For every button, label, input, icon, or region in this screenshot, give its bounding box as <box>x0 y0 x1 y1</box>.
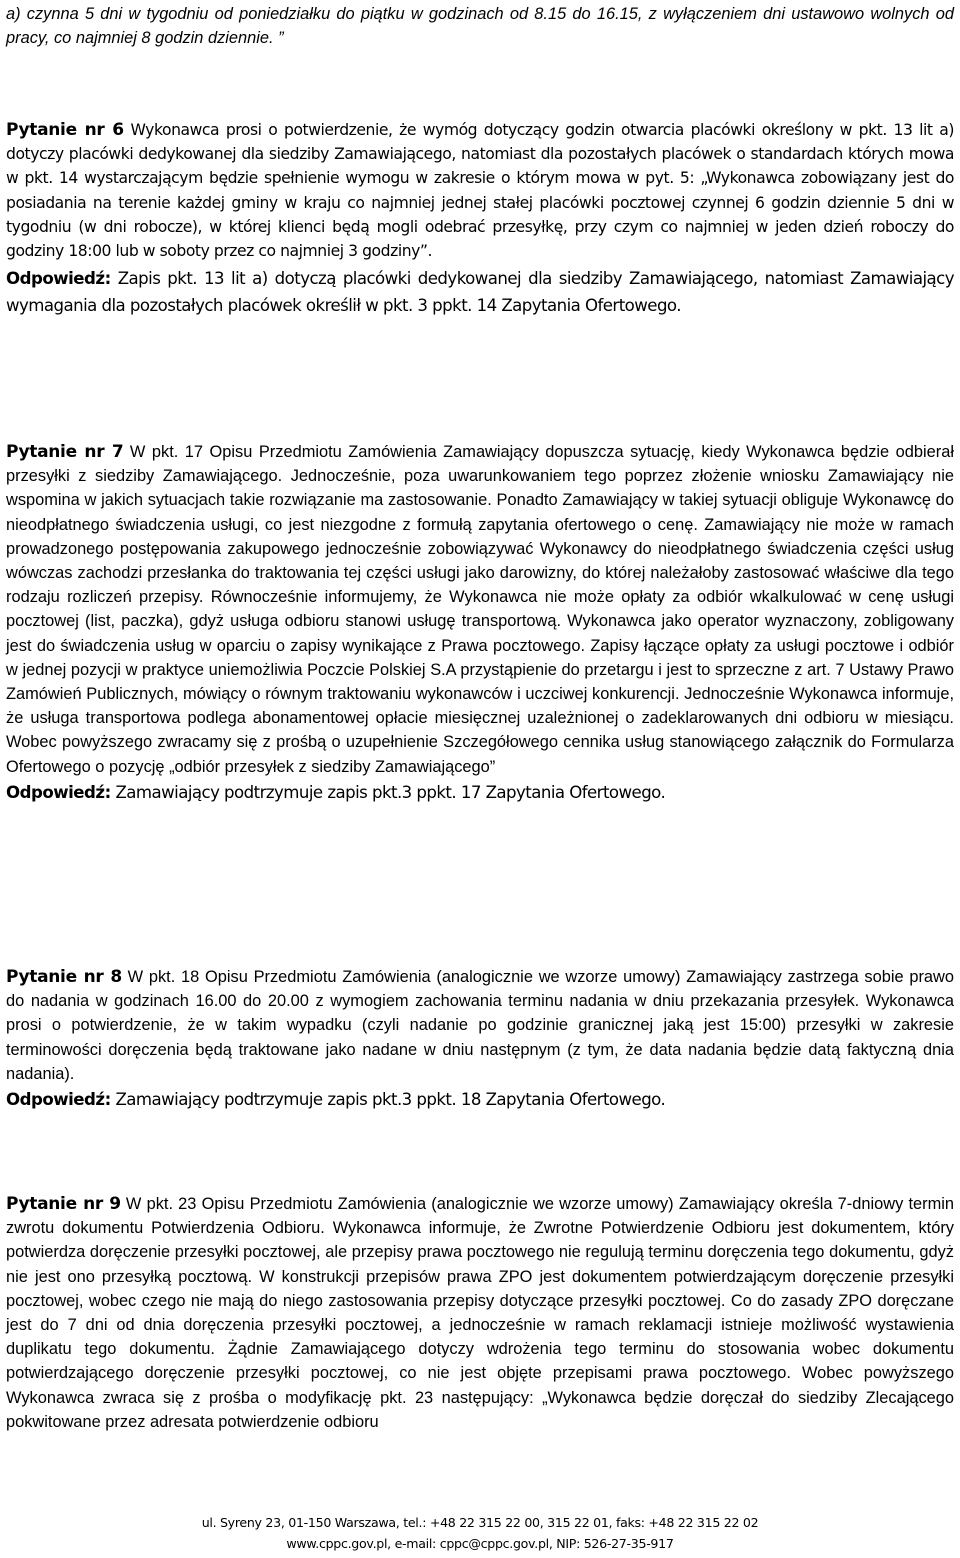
question-7 <box>6 440 954 806</box>
page-footer <box>0 1512 960 1554</box>
question-6-label: Pytanie nr 6 <box>6 120 124 140</box>
footer-contact: www.cppc.gov.pl, e-mail: cppc@cppc.gov.pl, NIP: 526-27-35-917 <box>286 1536 674 1551</box>
answer-6-label: Odpowiedź: <box>6 269 111 289</box>
intro-text: a) czynna 5 dni w tygodniu od poniedziałku do piątku w godzinach od 8.15 do 16.15, z wyłączeniem dni ustawowo wolnych od pracy, co najmniej 8 godzin dziennie. ” <box>6 5 954 48</box>
footer-address: ul. Syreny 23, 01-150 Warszawa, tel.: +48 22 315 22 00, 315 22 01, faks: +48 22 315 22 02 <box>201 1515 759 1530</box>
answer-7 <box>6 779 954 806</box>
question-9-label: Pytanie nr 9 <box>6 1194 121 1214</box>
answer-6 <box>6 265 954 319</box>
answer-8-text: Zamawiający podtrzymuje zapis pkt.3 ppkt. 18 Zapytania Ofertowego. <box>110 1090 666 1110</box>
question-6-text: Wykonawca prosi o potwierdzenie, że wymóg dotyczący godzin otwarcia placówki określony w pkt. 13 lit a) dotyczy placówki dedykowanej dla siedziby Zamawiającego, natomiast dla pozostałych placówek o standardach których mowa w pkt. 14 wystarczającym będzie spełnienie wymogu w zakresie o którym mowa w pyt. 5: „Wykonawca zobowiązany jest do posiadania na terenie każdej gminy w kraju co najmniej jednej stałej placówki pocztowej czynnej 6 godzin dziennie 5 dni w tygodniu (w dni robocze), w której klienci będą mogli odebrać przesyłkę, przy czym co najmniej w jeden dzień roboczy do godziny 18:00 lub w soboty przez co najmniej 3 godziny”. <box>6 121 954 261</box>
answer-8 <box>6 1086 954 1113</box>
question-7-text: W pkt. 17 Opisu Przedmiotu Zamówienia Zamawiający dopuszcza sytuację, kiedy Wykonawca będzie odbierał przesyłki z siedziby Zamawiającego. Jednocześnie, poza uwarunkowaniem tego poprzez złożenie wniosku Zamawiający nie wspomina w jakich sytuacjach takie rozwiązanie ma zastosowanie. Ponadto Zamawiający w takiej sytuacji obliguje Wykonawcę do nieodpłatnego świadczenia usługi, co jest niezgodne z formułą zapytania ofertowego o cenę. Zamawiający nie może w ramach prowadzonego postępowania zakupowego jednocześnie zobowiązywać Wykonawcy do nieodpłatnego świadczenia części usług wówczas zachodzi przesłanka do traktowania tej części usługi jako darowizny, do której należałoby zastosować właściwe dla tego rodzaju rozliczeń przepisy. Równocześnie informujemy, że Wykonawca nie może opłaty za odbiór wkalkulować w cenę usługi pocztowej (list, paczka), gdyż usługa odbioru stanowi usługę transportową. Wykonawca jako operator wyznaczony, zobligowany jest do świadczenia usług w oparciu o zapisy wynikające z Prawa pocztowego. Zapisy łączące opłaty za usługi pocztowe i odbiór w jednej pozycji w praktyce uniemożliwia Poczcie Polskiej S.A przystąpienie do przetargu i jest to sprzeczne z art. 7 Ustawy Prawo Zamówień Publicznych, mówiący o równym traktowaniu wykonawców i uczciwej konkurencji. Jednocześnie Wykonawca informuje, że usługa transportowa podlega abonamentowej opłacie miesięcznej uzależnionej o zadeklarowanych dni odbioru w miesiącu. Wobec powyższego zwracamy się z prośbą o uzupełnienie Szczegółowego cennika usług stanowiącego załącznik do Formularza Ofertowego o pozycję „odbiór przesyłek z siedziby Zamawiającego” <box>6 443 954 776</box>
question-8 <box>6 965 954 1113</box>
answer-8-label: Odpowiedź: <box>6 1090 111 1110</box>
question-8-text: W pkt. 18 Opisu Przedmiotu Zamówienia (analogicznie we wzorze umowy) Zamawiający zastrzega sobie prawo do nadania w godzinach 16.00 do 20.00 z wymogiem zachowania terminu nadania w dniu przekazania przesyłek. Wykonawca prosi o potwierdzenie, że w takim wypadku (czyli nadanie po godzinie granicznej jaką jest 15:00) przesyłki w zakresie terminowości doręczenia będą traktowane jako nadane w dniu następnym (z tym, że data nadania będzie datą faktyczną dnia nadania). <box>6 968 954 1083</box>
question-9-text: W pkt. 23 Opisu Przedmiotu Zamówienia (analogicznie we wzorze umowy) Zamawiający określa 7-dniowy termin zwrotu dokumentu Potwierdzenia Odbioru. Wykonawca informuje, że Zwrotne Potwierdzenie Odbioru jest dokumentem, który potwierdza doręczenie przesyłki pocztowej, ale przepisy prawa pocztowego nie regulują terminu doręczenia tego dokumentu, gdyż nie jest ono przesyłką pocztową. W konstrukcji przepisów prawa ZPO jest dokumentem potwierdzającym doręczenie przesyłki pocztowej, wobec czego nie mają do niego zastosowania przepisy dotyczące przesyłki pocztowej. Co do zasady ZPO doręczane jest do 7 dni od dnia doręczenia przesyłki pocztowej, a jednocześnie w ramach reklamacji istnieje możliwość wystawienia duplikatu tego dokumentu. Żądnie Zamawiającego dotyczy wdrożenia tego terminu do stosowania wobec dokumentu potwierdzającego doręczenie przesyłki pocztowej, co nie jest objęte przepisami prawa pocztowego. Wobec powyższego Wykonawca zwraca się z prośba o modyfikację pkt. 23 następujący: „Wykonawca będzie doręczał do siedziby Zlecającego pokwitowane przez adresata potwierdzenie odbioru <box>6 1195 954 1431</box>
answer-7-text: Zamawiający podtrzymuje zapis pkt.3 ppkt. 17 Zapytania Ofertowego. <box>110 782 666 802</box>
question-7-label: Pytanie nr 7 <box>6 442 124 462</box>
question-6 <box>6 118 954 319</box>
answer-6-text: Zapis pkt. 13 lit a) dotyczą placówki dedykowanej dla siedziby Zamawiającego, natomiast Zamawiający wymagania dla pozostałych placówek określił w pkt. 3 ppkt. 14 Zapytania Ofertowego. <box>6 269 954 316</box>
intro-paragraph <box>6 2 954 50</box>
question-9 <box>6 1192 954 1434</box>
question-8-label: Pytanie nr 8 <box>6 967 122 987</box>
answer-7-label: Odpowiedź: <box>6 782 111 802</box>
